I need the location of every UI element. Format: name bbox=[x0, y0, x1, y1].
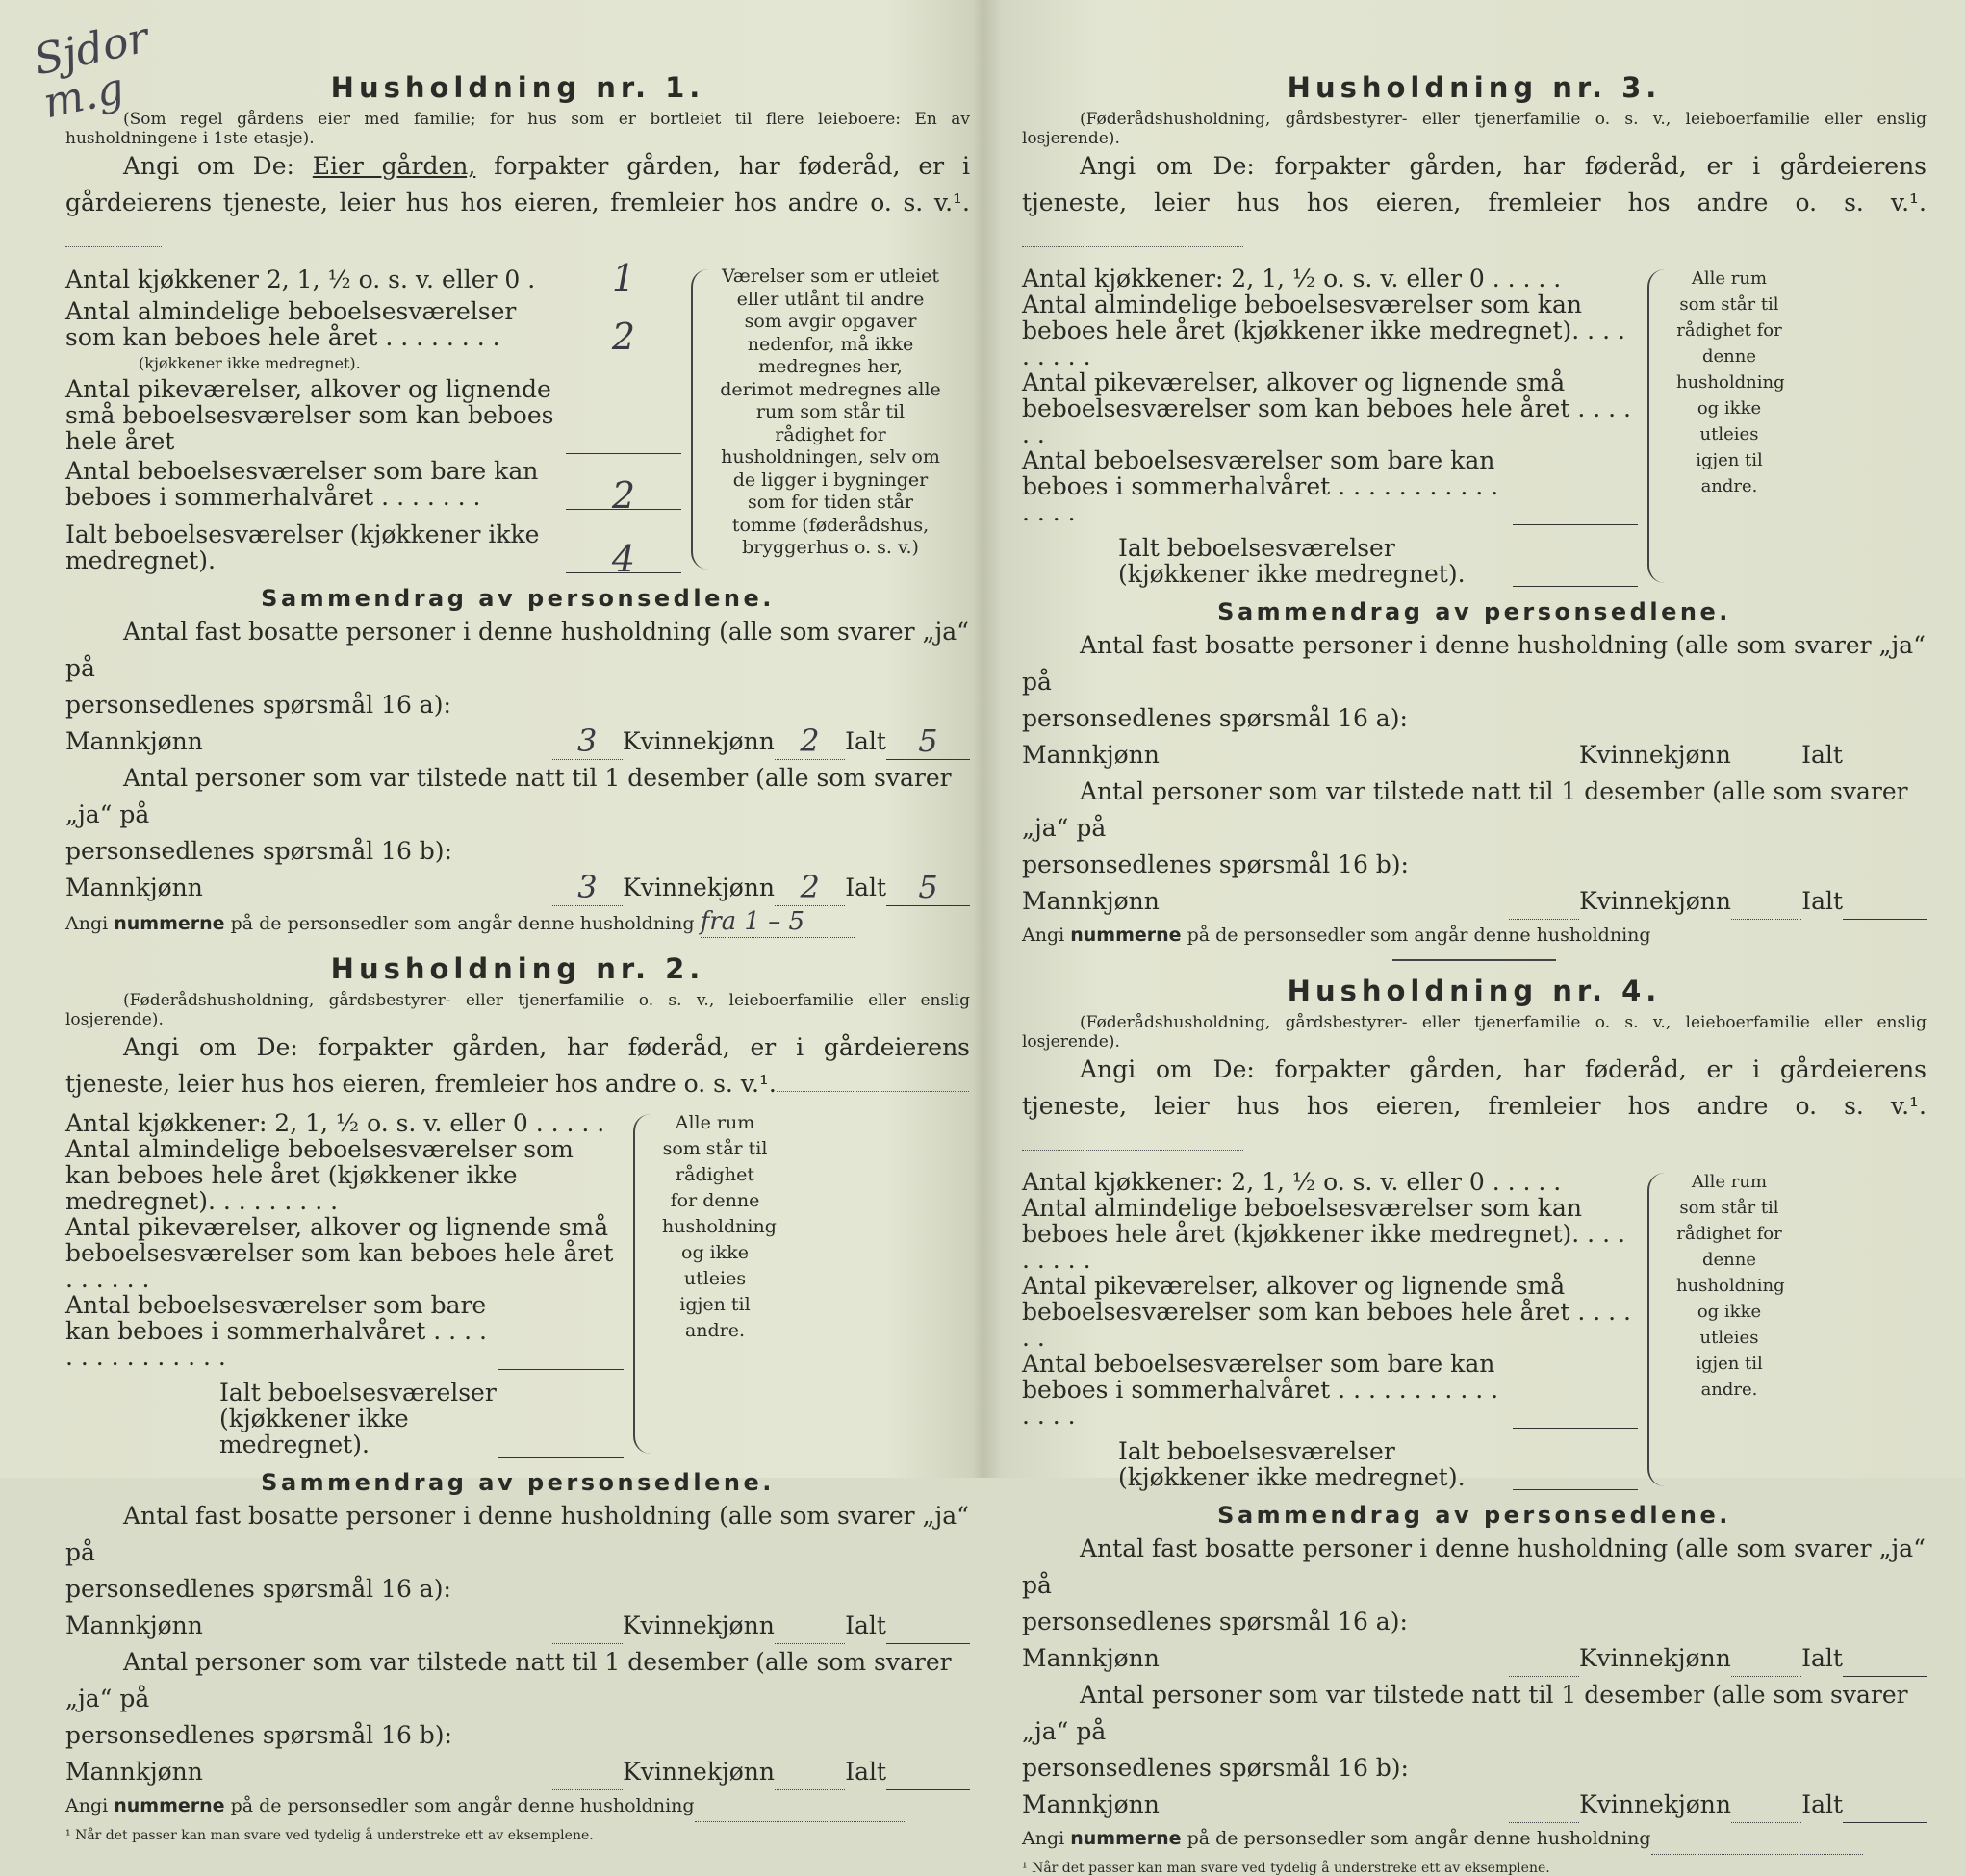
household-4-sum-a: personsedlenes spørsmål 16 a): Mannkjønn Kvinnekjønn Ialt bbox=[1022, 1604, 1927, 1677]
household-3 bbox=[1022, 71, 1927, 961]
household-3-sum-b-intro: Antal personer som var tilstede natt til 1 desember (alle som svarer „ja“ på bbox=[1022, 777, 1908, 842]
household-2-room-rows bbox=[65, 1110, 624, 1458]
row-maid-rooms: Antal pikeværelser, alkover og lignende små beboelsesværelser som kan beboes hele året . . . . . . bbox=[1022, 1272, 1631, 1352]
household-3-note: (Føderådshusholdning, gårdsbestyrer- eller tjenerfamilie o. s. v., leieboerfamilie eller enslig losjerende). bbox=[1022, 110, 1927, 148]
household-2-angi: Angi om De: forpakter gården, har føderåd, er i gårdeierens tjeneste, leier hus hos eieren, fremleier hos andre o. s. v.¹. bbox=[65, 1033, 970, 1098]
section-divider bbox=[1392, 959, 1556, 961]
household-1-sum-b: personsedlenes spørsmål 16 b): Mannkjønn 3 Kvinnekjønn 2 Ialt 5 bbox=[65, 833, 970, 906]
sum-b-total[interactable] bbox=[1843, 1786, 1927, 1823]
row-summer-rooms: Antal beboelsesværelser som bare kan beboes i sommerhalvåret . . . . . . . . . . . . . . . bbox=[1022, 447, 1638, 525]
footnote: ¹ Når det passer kan man svare ved tydelig å understreke ett av eksemplene. bbox=[1022, 1861, 1550, 1876]
sum-b-total[interactable] bbox=[886, 1753, 970, 1790]
row-summer-rooms: Antal beboelsesværelser som bare kan beboes i sommerhalvåret . . . . . . . 2 bbox=[65, 458, 681, 510]
sum-b-total[interactable]: 5 bbox=[886, 869, 970, 906]
handwritten-margin-note: Sjdor m.g bbox=[30, 13, 153, 129]
nummerne-value[interactable]: fra 1 – 5 bbox=[701, 906, 855, 938]
household-1-note: (Som regel gårdens eier med familie; for hus som er bortleiet til flere leieboere: En av husholdningene i 1ste etasje). bbox=[65, 110, 970, 148]
sum-a-total[interactable] bbox=[886, 1607, 970, 1644]
value-maid-rooms[interactable] bbox=[566, 428, 681, 454]
household-1-side-note: Værelser som er utleiet eller utlånt til andre som avgir opgaver nedenfor, må ikke medregnes her, derimot medregnes alle rum som står til rådighet for husholdningen, selv om de ligger i bygninger som for tiden står tomme (føderådshus, bryggerhus o. s. v.) bbox=[720, 266, 941, 558]
row-kitchens: Antal kjøkkener: 2, 1, ½ o. s. v. eller 0 . . . . . bbox=[1022, 1168, 1562, 1196]
row-kitchens: Antal kjøkkener: 2, 1, ½ o. s. v. eller 0 . . . . . bbox=[1022, 265, 1562, 292]
row-summer-rooms: Antal beboelsesværelser som bare kan beboes i sommerhalvåret . . . . . . . . . . . . . . . bbox=[1022, 1351, 1638, 1429]
household-1-title: Husholdning nr. 1. bbox=[330, 71, 705, 104]
row-total-rooms: Ialt beboelsesværelser (kjøkkener ikke medregnet). 4 bbox=[65, 521, 681, 573]
row-maid-rooms: Antal pikeværelser, alkover og lignende små beboelsesværelser som kan beboes hele året . . . . . . bbox=[1022, 368, 1631, 448]
household-2-side-note: Alle rum som står til rådighet for denne husholdning og ikke utleies igjen til andre. bbox=[662, 1112, 777, 1341]
household-4-room-rows bbox=[1022, 1169, 1638, 1490]
row-kitchens-note: (kjøkkener ikke medregnet). bbox=[139, 354, 361, 372]
row-summer-rooms: Antal beboelsesværelser som bare kan beboes i sommerhalvåret . . . . . . . . . . . . . . . bbox=[65, 1292, 624, 1370]
angi-underlined-choice: Eier gården, bbox=[312, 152, 476, 180]
household-3-summary-title: Sammendrag av personsedlene. bbox=[1217, 598, 1731, 625]
household-3-sum-a: personsedlenes spørsmål 16 a): Mannkjønn Kvinnekjønn Ialt bbox=[1022, 700, 1927, 773]
household-4-rooms bbox=[1022, 1169, 1927, 1490]
angi-prefix: Angi om De: bbox=[123, 152, 313, 180]
household-1-room-rows bbox=[65, 257, 681, 580]
household-2-sum-a-intro: Antal fast bosatte personer i denne husholdning (alle som svarer „ja“ på bbox=[65, 1502, 969, 1566]
household-2-title: Husholdning nr. 2. bbox=[330, 952, 705, 985]
sum-a-total[interactable]: 5 bbox=[886, 723, 970, 760]
household-3-nummerne: Angi nummerne på de personsedler som angår denne husholdning bbox=[1022, 920, 1927, 951]
nummerne-value[interactable] bbox=[695, 1790, 906, 1822]
row-total-rooms: Ialt beboelsesværelser (kjøkkener ikke medregnet). bbox=[1022, 1438, 1638, 1490]
sum-b-female[interactable]: 2 bbox=[775, 869, 845, 906]
household-2-nummerne: Angi nummerne på de personsedler som angår denne husholdning bbox=[65, 1790, 970, 1822]
household-2-summary-title: Sammendrag av personsedlene. bbox=[261, 1469, 775, 1496]
household-3-side-note: Alle rum som står til rådighet for denne husholdning og ikke utleies igjen til andre. bbox=[1676, 268, 1785, 496]
value-total-rooms[interactable]: 4 bbox=[566, 546, 681, 573]
row-ordinary-rooms: Antal almindelige beboelsesværelser som kan beboes hele året (kjøkkener ikke medregnet). . . . . . . . . bbox=[65, 1135, 574, 1215]
value-total-rooms[interactable] bbox=[498, 1432, 624, 1458]
household-3-title: Husholdning nr. 3. bbox=[1287, 71, 1662, 104]
household-1-sum-b-intro: Antal personer som var tilstede natt til 1 desember (alle som svarer „ja“ på bbox=[65, 764, 952, 828]
household-4-angi: Angi om De: forpakter gården, har føderåd, er i gårdeierens tjeneste, leier hus hos eieren, fremleier hos andre o. s. v.¹. bbox=[1022, 1052, 1927, 1161]
value-kitchens[interactable]: 1 bbox=[566, 266, 681, 292]
household-3-sum-b: personsedlenes spørsmål 16 b): Mannkjønn Kvinnekjønn Ialt bbox=[1022, 847, 1927, 920]
brace bbox=[1647, 1173, 1667, 1486]
household-3-room-rows bbox=[1022, 266, 1638, 587]
row-maid-rooms: Antal pikeværelser, alkover og lignende små beboelsesværelser som kan beboes hele året bbox=[65, 376, 681, 454]
value-summer-rooms[interactable] bbox=[1513, 499, 1638, 525]
angi-rest: forpakter gården, har føderåd, er i gårdeierens tjeneste, leier hus hos eieren, fremleier hos andre o. s. v.¹. bbox=[65, 152, 970, 216]
household-1 bbox=[65, 71, 970, 939]
row-total-rooms: Ialt beboelsesværelser (kjøkkener ikke medregnet). bbox=[1022, 535, 1638, 587]
sum-a-female[interactable]: 2 bbox=[775, 723, 845, 760]
value-ordinary-rooms[interactable]: 2 bbox=[611, 316, 636, 358]
household-1-sum-a: personsedlenes spørsmål 16 a): Mannkjønn 3 Kvinnekjønn 2 Ialt 5 bbox=[65, 687, 970, 760]
household-1-nummerne: Angi nummerne på de personsedler som angår denne husholdning fra 1 – 5 bbox=[65, 906, 970, 939]
value-summer-rooms[interactable] bbox=[498, 1344, 624, 1370]
household-4-note: (Føderådshusholdning, gårdsbestyrer- eller tjenerfamilie o. s. v., leieboerfamilie eller enslig losjerende). bbox=[1022, 1013, 1927, 1052]
brace bbox=[691, 269, 710, 570]
household-4-sum-b: personsedlenes spørsmål 16 b): Mannkjønn Kvinnekjønn Ialt bbox=[1022, 1750, 1927, 1823]
value-summer-rooms[interactable] bbox=[1513, 1403, 1638, 1429]
right-page bbox=[1022, 58, 1927, 1876]
household-4-title: Husholdning nr. 4. bbox=[1287, 975, 1662, 1007]
sum-b-male[interactable]: 3 bbox=[552, 869, 623, 906]
household-4-sum-b-intro: Antal personer som var tilstede natt til 1 desember (alle som svarer „ja“ på bbox=[1022, 1681, 1908, 1745]
brace bbox=[633, 1114, 652, 1454]
household-4-side-note: Alle rum som står til rådighet for denne husholdning og ikke utleies igjen til andre. bbox=[1676, 1172, 1785, 1400]
row-total-rooms: Ialt beboelsesværelser (kjøkkener ikke medregnet). bbox=[65, 1380, 624, 1458]
household-3-angi: Angi om De: forpakter gården, har føderåd, er i gårdeierens tjeneste, leier hus hos eieren, fremleier hos andre o. s. v.¹. bbox=[1022, 148, 1927, 258]
household-2-rooms bbox=[65, 1110, 970, 1458]
brace bbox=[1647, 269, 1667, 583]
sum-a-total[interactable] bbox=[1843, 1639, 1927, 1677]
household-3-rooms bbox=[1022, 266, 1927, 587]
row-ordinary-rooms: Antal almindelige beboelsesværelser som kan beboes hele året (kjøkkener ikke medregnet). . . . . . . . . bbox=[1022, 1194, 1625, 1274]
nummerne-value[interactable] bbox=[1651, 920, 1863, 951]
row-ordinary-rooms: Antal almindelige beboelsesværelser som kan beboes hele året . . . . . . . . 2 bbox=[65, 298, 681, 350]
household-3-sum-a-intro: Antal fast bosatte personer i denne husholdning (alle som svarer „ja“ på bbox=[1022, 631, 1926, 696]
household-2-sum-b-intro: Antal personer som var tilstede natt til 1 desember (alle som svarer „ja“ på bbox=[65, 1648, 952, 1712]
household-2-note: (Føderådshusholdning, gårdsbestyrer- eller tjenerfamilie o. s. v., leieboerfamilie eller enslig losjerende). bbox=[65, 991, 970, 1029]
household-2-sum-b: personsedlenes spørsmål 16 b): Mannkjønn Kvinnekjønn Ialt bbox=[65, 1717, 970, 1790]
sum-b-total[interactable] bbox=[1843, 882, 1927, 920]
angi-fill-line bbox=[777, 1081, 969, 1092]
household-4-nummerne: Angi nummerne på de personsedler som angår denne husholdning bbox=[1022, 1823, 1927, 1855]
household-4-summary-title: Sammendrag av personsedlene. bbox=[1217, 1502, 1731, 1529]
household-1-sum-a-intro: Antal fast bosatte personer i denne husholdning (alle som svarer „ja“ på bbox=[65, 618, 969, 682]
value-summer-rooms[interactable]: 2 bbox=[566, 483, 681, 510]
household-2 bbox=[65, 952, 970, 1843]
sum-a-total[interactable] bbox=[1843, 736, 1927, 773]
angi-fill-line bbox=[1022, 237, 1243, 247]
nummerne-value[interactable] bbox=[1651, 1823, 1863, 1855]
value-total-rooms[interactable] bbox=[1513, 561, 1638, 587]
row-kitchens: Antal kjøkkener 2, 1, ½ o. s. v. eller 0 . 1 bbox=[65, 266, 681, 292]
row-maid-rooms: Antal pikeværelser, alkover og lignende små beboelsesværelser som kan beboes hele året . . . . . . bbox=[65, 1213, 614, 1293]
row-kitchens: Antal kjøkkener: 2, 1, ½ o. s. v. eller 0 . . . . . bbox=[65, 1109, 605, 1137]
household-1-summary-title: Sammendrag av personsedlene. bbox=[261, 585, 775, 612]
row-ordinary-rooms: Antal almindelige beboelsesværelser som kan beboes hele året (kjøkkener ikke medregnet). . . . . . . . . bbox=[1022, 291, 1625, 370]
household-1-rooms bbox=[65, 257, 970, 580]
household-2-sum-a: personsedlenes spørsmål 16 a): Mannkjønn Kvinnekjønn Ialt bbox=[65, 1571, 970, 1644]
footnote: ¹ Når det passer kan man svare ved tydelig å understreke ett av eksemplene. bbox=[65, 1828, 594, 1843]
household-4 bbox=[1022, 975, 1927, 1876]
angi-fill-line bbox=[1022, 1140, 1243, 1151]
household-1-angi bbox=[65, 148, 970, 258]
angi-fill-line bbox=[65, 237, 162, 247]
household-4-sum-a-intro: Antal fast bosatte personer i denne husholdning (alle som svarer „ja“ på bbox=[1022, 1534, 1926, 1599]
sum-a-male[interactable]: 3 bbox=[552, 723, 623, 760]
left-page bbox=[65, 58, 970, 1843]
